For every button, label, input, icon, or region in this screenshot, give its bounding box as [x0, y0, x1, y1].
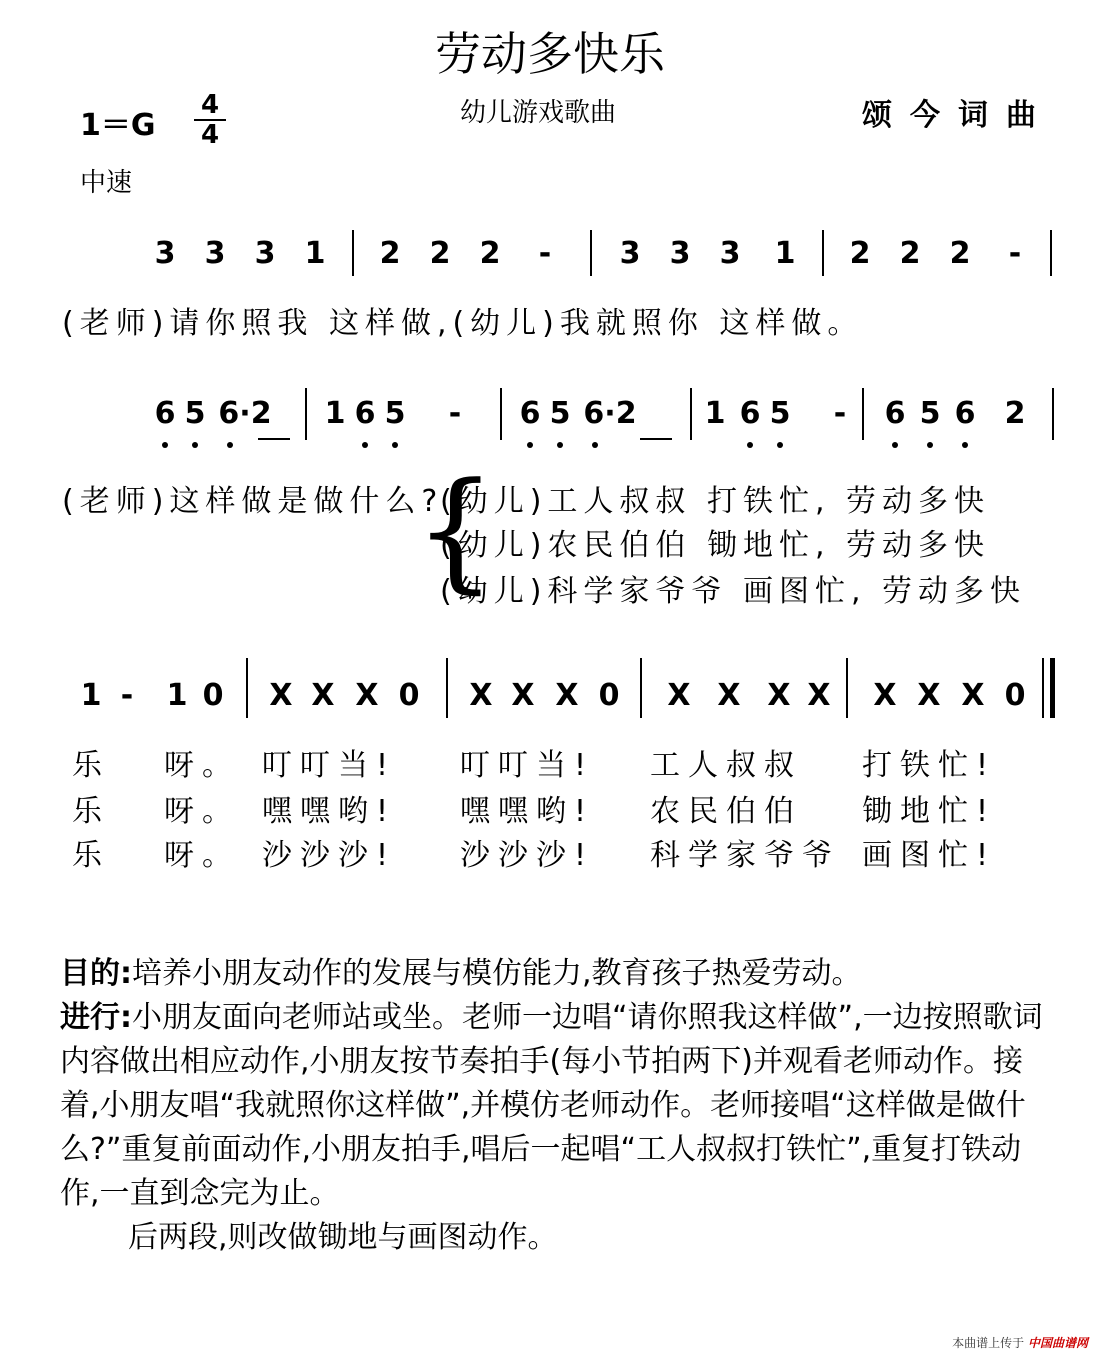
octave-dot: [592, 442, 598, 448]
note: X: [807, 678, 831, 713]
note: 0: [598, 678, 620, 713]
note: X: [355, 678, 379, 713]
bar-line: [846, 658, 848, 718]
note: X: [311, 678, 335, 713]
final-bar-thin: [1042, 658, 1044, 718]
time-sig-bottom: 4: [200, 120, 220, 150]
octave-dot: [557, 442, 563, 448]
verse-3-3-cell: 画图忙!: [862, 838, 997, 873]
bar-line: [305, 388, 307, 440]
bar-line: [446, 658, 448, 718]
verse-3-2-cell: 呀。: [164, 794, 240, 829]
verse-3-2-cell: 乐: [72, 794, 110, 829]
site-logo: 中国曲谱网: [1027, 1336, 1088, 1350]
verse-3-3-cell: 沙沙沙!: [262, 838, 397, 873]
bar-line: [822, 230, 824, 276]
procedure-text: 小朋友面向老师站或坐。老师一边唱“请你照我这样做”,一边按照歌词内容做出相应动作,小朋友按节奏拍手(每小节拍两下)并观看老师动作。接着,小朋友唱“我就照你这样做”,并模仿老师动作。老师接唱“这样做是做什么?”重复前面动作,小朋友拍手,唱后一起唱“工人叔叔打铁忙”,重复打铁动作,一直到念完为止。: [60, 1000, 1043, 1211]
note: 5: [384, 396, 406, 431]
note: -: [833, 396, 847, 431]
song-author: 颂今词曲: [862, 98, 1054, 133]
note: X: [667, 678, 691, 713]
note: 2: [849, 236, 871, 271]
note: 6·2: [218, 396, 272, 431]
note: 0: [1004, 678, 1026, 713]
instructions: [60, 952, 1060, 1260]
verse-3-2-cell: 农民伯伯: [650, 794, 802, 829]
verse-3-3-cell: 科学家爷爷: [650, 838, 840, 873]
octave-dot: [162, 442, 168, 448]
note: 2: [479, 236, 501, 271]
bar-line: [1052, 388, 1054, 440]
footer: [952, 1334, 1088, 1351]
note: 3: [204, 236, 226, 271]
note: X: [511, 678, 535, 713]
note: X: [469, 678, 493, 713]
note: 2: [1004, 396, 1026, 431]
octave-dot: [927, 442, 933, 448]
song-title: 劳动多快乐: [435, 27, 665, 81]
note: 5: [184, 396, 206, 431]
note: 5: [919, 396, 941, 431]
verse-3-1-cell: 打铁忙!: [862, 748, 997, 783]
note: X: [717, 678, 741, 713]
note: 0: [202, 678, 224, 713]
note: 6·2: [583, 396, 637, 431]
verse-3-3-cell: 乐: [72, 838, 110, 873]
lyrics-line-1: (老师)请你照我 这样做,(幼儿)我就照你 这样做。: [62, 306, 864, 341]
note: 3: [719, 236, 741, 271]
note: X: [873, 678, 897, 713]
note: 2: [899, 236, 921, 271]
note: 6: [519, 396, 541, 431]
note: 3: [254, 236, 276, 271]
note: 6: [354, 396, 376, 431]
verse-3-2-cell: 锄地忙!: [862, 794, 997, 829]
verse-3-1-cell: 叮叮当!: [460, 748, 595, 783]
song-subtitle: 幼儿游戏歌曲: [460, 98, 617, 128]
bar-line: [640, 658, 642, 718]
verse-3-1-cell: 叮叮当!: [262, 748, 397, 783]
note: -: [448, 396, 462, 431]
verse-2-2: (幼儿)农民伯伯 锄地忙, 劳动多快: [440, 528, 991, 563]
underline: [258, 438, 290, 440]
procedure-label: 进行:: [60, 1000, 132, 1035]
note: -: [1008, 236, 1022, 271]
note: 3: [619, 236, 641, 271]
final-bar-thick: [1050, 658, 1055, 718]
procedure-note: 后两段,则改做锄地与画图动作。: [128, 1220, 558, 1255]
purpose-text: 培养小朋友动作的发展与模仿能力,教育孩子热爱劳动。: [132, 956, 862, 991]
note: 6: [954, 396, 976, 431]
bar-line: [1050, 230, 1052, 276]
bar-line: [590, 230, 592, 276]
note: 0: [398, 678, 420, 713]
bar-line: [246, 658, 248, 718]
verse-3-1-cell: 工人叔叔: [650, 748, 802, 783]
verse-3-3-cell: 呀。: [164, 838, 240, 873]
bar-line: [500, 388, 502, 440]
bar-line: [352, 230, 354, 276]
note: 1: [324, 396, 346, 431]
underline: [640, 438, 672, 440]
note: 1: [166, 678, 188, 713]
verse-3-3-cell: 沙沙沙!: [460, 838, 595, 873]
verse-2-3: (幼儿)科学家爷爷 画图忙, 劳动多快: [440, 574, 1027, 609]
octave-dot: [962, 442, 968, 448]
note: X: [269, 678, 293, 713]
note: 6: [739, 396, 761, 431]
tempo-marking: 中速: [80, 168, 133, 198]
footer-text: 本曲谱上传于: [952, 1336, 1025, 1350]
octave-dot: [777, 442, 783, 448]
purpose-label: 目的:: [60, 956, 132, 991]
octave-dot: [527, 442, 533, 448]
note: X: [961, 678, 985, 713]
note: -: [538, 236, 552, 271]
note: 3: [154, 236, 176, 271]
note: 5: [769, 396, 791, 431]
note: 2: [949, 236, 971, 271]
verse-3-1-cell: 呀。: [164, 748, 240, 783]
note: 3: [669, 236, 691, 271]
octave-dot: [747, 442, 753, 448]
note: 6: [154, 396, 176, 431]
note: X: [917, 678, 941, 713]
octave-dot: [392, 442, 398, 448]
bar-line: [690, 388, 692, 440]
note: 1: [774, 236, 796, 271]
note: 2: [379, 236, 401, 271]
verse-3-1-cell: 乐: [72, 748, 110, 783]
octave-dot: [192, 442, 198, 448]
note: 5: [549, 396, 571, 431]
octave-dot: [892, 442, 898, 448]
octave-dot: [362, 442, 368, 448]
verse-2-1: (幼儿)工人叔叔 打铁忙, 劳动多快: [440, 484, 991, 519]
note: 6: [884, 396, 906, 431]
key-signature: 1＝G: [80, 108, 156, 143]
note: -: [120, 678, 134, 713]
note: 1: [80, 678, 102, 713]
time-sig-top: 4: [200, 90, 220, 120]
lyrics-line-2-lead: (老师)这样做是做什么?: [62, 484, 444, 519]
verse-3-2-cell: 嘿嘿哟!: [262, 794, 397, 829]
bar-line: [862, 388, 864, 440]
octave-dot: [227, 442, 233, 448]
time-signature: [194, 92, 226, 148]
verse-3-2-cell: 嘿嘿哟!: [460, 794, 595, 829]
note: 1: [304, 236, 326, 271]
note: X: [555, 678, 579, 713]
note: 2: [429, 236, 451, 271]
note: X: [767, 678, 791, 713]
note: 1: [704, 396, 726, 431]
